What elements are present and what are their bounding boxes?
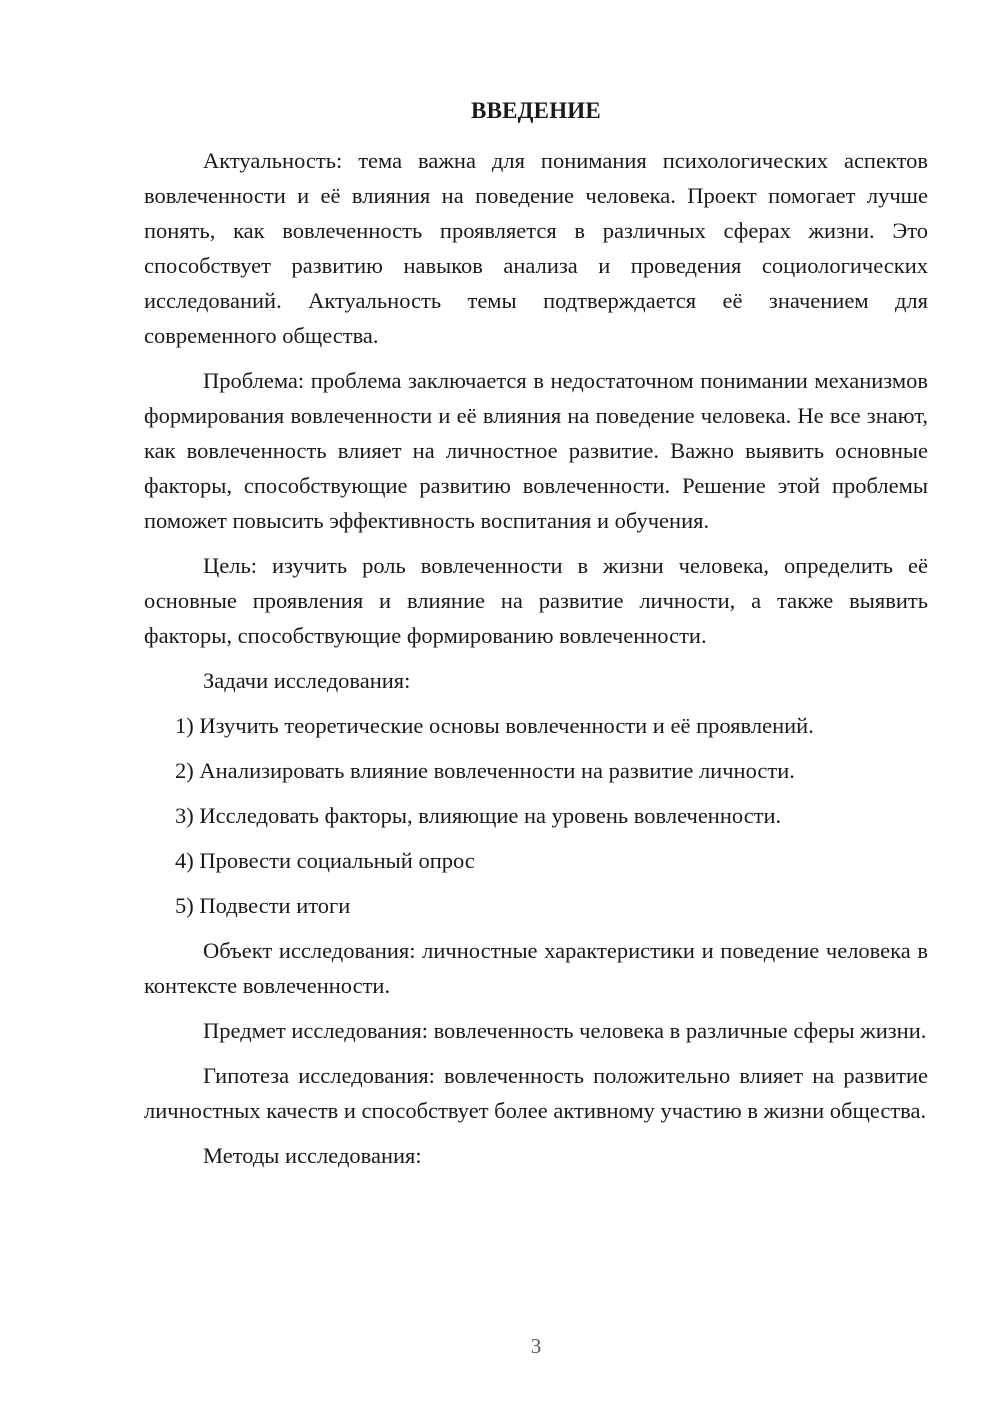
goal-paragraph: Цель: изучить роль вовлеченности в жизни человека, определить её основные проявления и влияние на развитие личности, а также выявить факторы, способствующие формированию вовлеченности. (144, 553, 928, 648)
page-heading: ВВЕДЕНИЕ (471, 98, 601, 123)
page-number: 3 (530, 1334, 542, 1358)
task-item-2: 2) Анализировать влияние вовлеченности на развитие личности. (175, 758, 795, 783)
object-paragraph: Объект исследования: личностные характеристики и поведение человека в контексте вовлеченности. (144, 938, 928, 998)
task-item-5: 5) Подвести итоги (175, 893, 351, 918)
tasks-heading: Задачи исследования: (203, 668, 411, 693)
relevance-paragraph: Актуальность: тема важна для понимания психологических аспектов вовлеченности и её влияния на поведение человека. Проект помогает лучше понять, как вовлеченность проявляется в различных сферах жизни. Это способствует развитию навыков анализа и проведения социологических исследований. Актуальность темы подтверждается её значением для современного общества. (144, 148, 928, 348)
task-item-3: 3) Исследовать факторы, влияющие на уровень вовлеченности. (175, 803, 782, 828)
document-body (144, 143, 928, 1183)
subject-paragraph: Предмет исследования: вовлеченность человека в различные сферы жизни. (203, 1018, 927, 1043)
methods-heading: Методы исследования: (203, 1143, 422, 1168)
task-item-4: 4) Провести социальный опрос (175, 848, 475, 873)
hypothesis-paragraph: Гипотеза исследования: вовлеченность положительно влияет на развитие личностных качеств и способствует более активному участию в жизни общества. (144, 1063, 928, 1123)
task-item-1: 1) Изучить теоретические основы вовлеченности и её проявлений. (175, 713, 814, 738)
problem-paragraph: Проблема: проблема заключается в недостаточном понимании механизмов формирования вовлеченности и её влияния на поведение человека. Не все знают, как вовлеченность влияет на личностное развитие. Важно выявить основные факторы, способствующие развитию вовлеченности. Решение этой проблемы поможет повысить эффективность воспитания и обучения. (144, 368, 928, 533)
tasks-list (144, 708, 928, 923)
